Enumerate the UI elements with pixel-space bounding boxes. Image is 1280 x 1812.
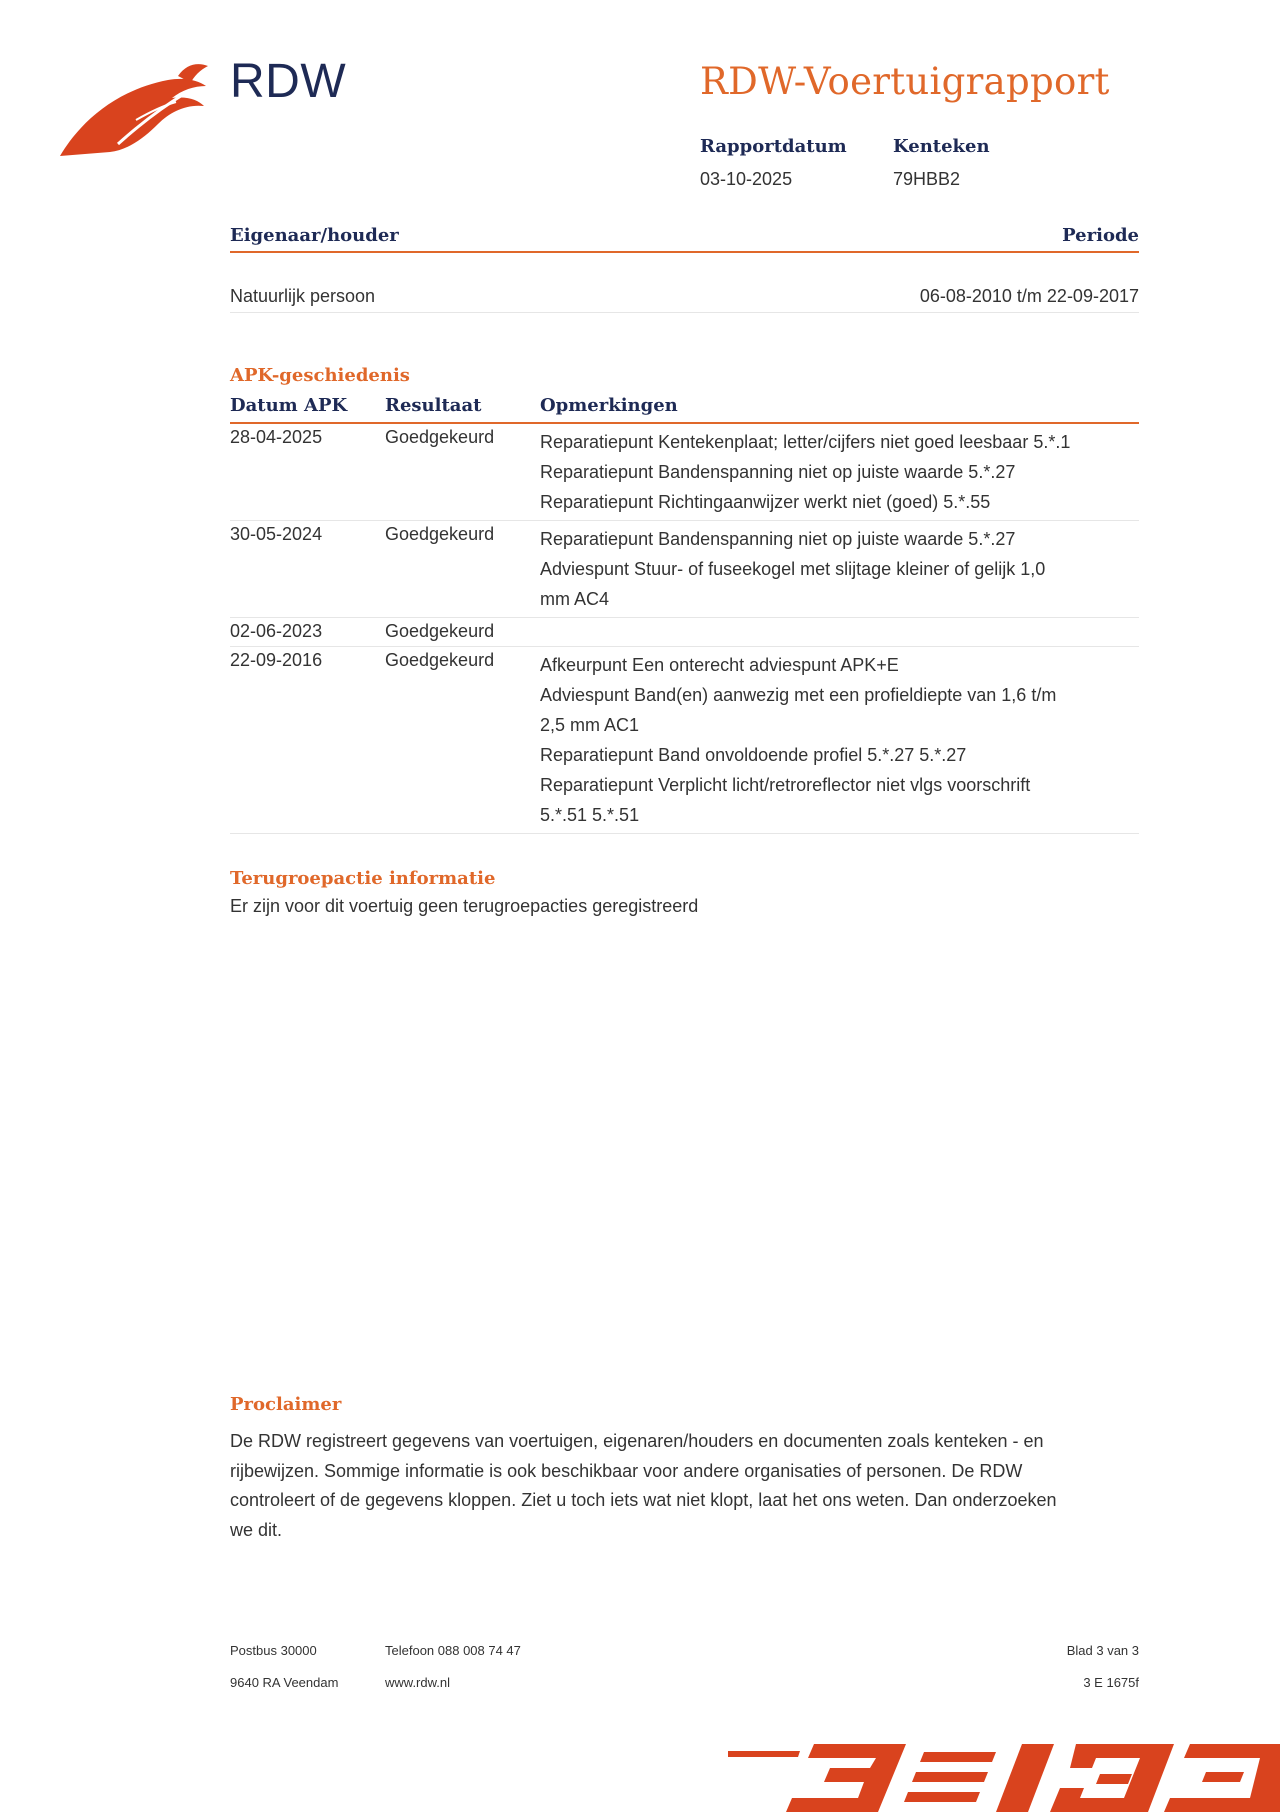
apk-result-cell: Goedgekeurd <box>385 524 495 544</box>
owner-cell: Natuurlijk persoon <box>230 286 376 306</box>
report-title: RDW-Voertuigrapport <box>700 60 1110 103</box>
proclaimer-line: we dit. <box>230 1519 283 1540</box>
table-row <box>230 424 1139 521</box>
footer-postbus: Postbus 30000 <box>230 1643 317 1658</box>
report-date-label: Rapportdatum <box>700 136 847 157</box>
footer-document-code: 3 E 1675f <box>1083 1675 1139 1690</box>
apk-remarks-cell <box>540 647 1139 833</box>
period-col-header: Periode <box>1062 225 1139 246</box>
apk-remarks-col-header: Opmerkingen <box>540 395 678 416</box>
remark-line: Reparatiepunt Bandenspanning niet op juiste waarde 5.*.27 <box>540 462 1016 482</box>
proclaimer-line: De RDW registreert gegevens van voertuigen, eigenaren/houders en documenten zoals kenteken - en <box>230 1431 1044 1451</box>
apk-result-col-header: Resultaat <box>385 395 482 416</box>
apk-table-body <box>230 424 1139 834</box>
owner-col-header: Eigenaar/houder <box>230 225 399 246</box>
plate-value: 79HBB2 <box>893 169 961 189</box>
apk-remarks-cell <box>540 424 1139 520</box>
remark-line: Reparatiepunt Band onvoldoende profiel 5.*.27 5.*.27 <box>540 745 967 765</box>
apk-result-cell: Goedgekeurd <box>385 621 495 641</box>
remark-line: Reparatiepunt Richtingaanwijzer werkt niet (goed) 5.*.55 <box>540 492 991 512</box>
remark-line: Adviespunt Stuur- of fuseekogel met slijtage kleiner of gelijk 1,0 <box>540 559 1046 579</box>
footer-page-number: Blad 3 van 3 <box>1066 1643 1139 1658</box>
period-cell: 06-08-2010 t/m 22-09-2017 <box>919 286 1139 306</box>
remark-line: Reparatiepunt Bandenspanning niet op juiste waarde 5.*.27 <box>540 529 1016 549</box>
owner-table-row <box>230 283 1139 313</box>
apk-date-cell: 02-06-2023 <box>230 621 323 641</box>
apk-table-header <box>230 393 1139 424</box>
decorative-stripes <box>728 1742 1280 1812</box>
remark-line: Afkeurpunt Een onterecht adviespunt APK+E <box>540 655 899 675</box>
apk-section-title: APK-geschiedenis <box>230 365 410 386</box>
table-row <box>230 618 1139 647</box>
remark-line: 2,5 mm AC1 <box>540 715 640 735</box>
apk-result-cell: Goedgekeurd <box>385 650 495 670</box>
apk-date-cell: 22-09-2016 <box>230 650 323 670</box>
rdw-feather-logo <box>58 56 208 160</box>
remark-line: Reparatiepunt Kentekenplaat; letter/cijfers niet goed leesbaar 5.*.1 <box>540 432 1071 452</box>
remark-line: mm AC4 <box>540 589 610 609</box>
proclaimer-title: Proclaimer <box>230 1394 342 1415</box>
proclaimer-line: controleert of de gegevens kloppen. Ziet u toch iets wat niet klopt, laat het ons weten. Dan onderzoeken <box>230 1490 1057 1510</box>
apk-remarks-cell <box>540 521 1139 617</box>
recall-section-title: Terugroepactie informatie <box>230 868 496 889</box>
remark-line: Adviespunt Band(en) aanwezig met een profieldiepte van 1,6 t/m <box>540 685 1057 705</box>
footer-website: www.rdw.nl <box>385 1675 451 1690</box>
footer-city: 9640 RA Veendam <box>230 1675 339 1690</box>
apk-date-col-header: Datum APK <box>230 395 348 416</box>
table-row <box>230 521 1139 618</box>
plate-block <box>893 136 990 190</box>
remark-line: 5.*.51 5.*.51 <box>540 805 640 825</box>
remark-line: Reparatiepunt Verplicht licht/retroreflector niet vlgs voorschrift <box>540 775 1031 795</box>
table-row <box>230 647 1139 834</box>
proclaimer-text <box>230 1427 1139 1545</box>
report-date-block <box>700 136 847 190</box>
plate-label: Kenteken <box>893 136 990 157</box>
owner-table-header <box>230 225 1139 253</box>
report-date-value: 03-10-2025 <box>700 169 793 189</box>
apk-date-cell: 28-04-2025 <box>230 427 323 447</box>
proclaimer-line: rijbewijzen. Sommige informatie is ook beschikbaar voor andere organisaties of personen. De RDW <box>230 1460 1023 1481</box>
brand-name: RDW <box>230 55 347 108</box>
recall-text: Er zijn voor dit voertuig geen terugroepacties geregistreerd <box>230 896 699 916</box>
apk-date-cell: 30-05-2024 <box>230 524 323 544</box>
apk-result-cell: Goedgekeurd <box>385 427 495 447</box>
footer-phone: Telefoon 088 008 74 47 <box>385 1643 521 1658</box>
